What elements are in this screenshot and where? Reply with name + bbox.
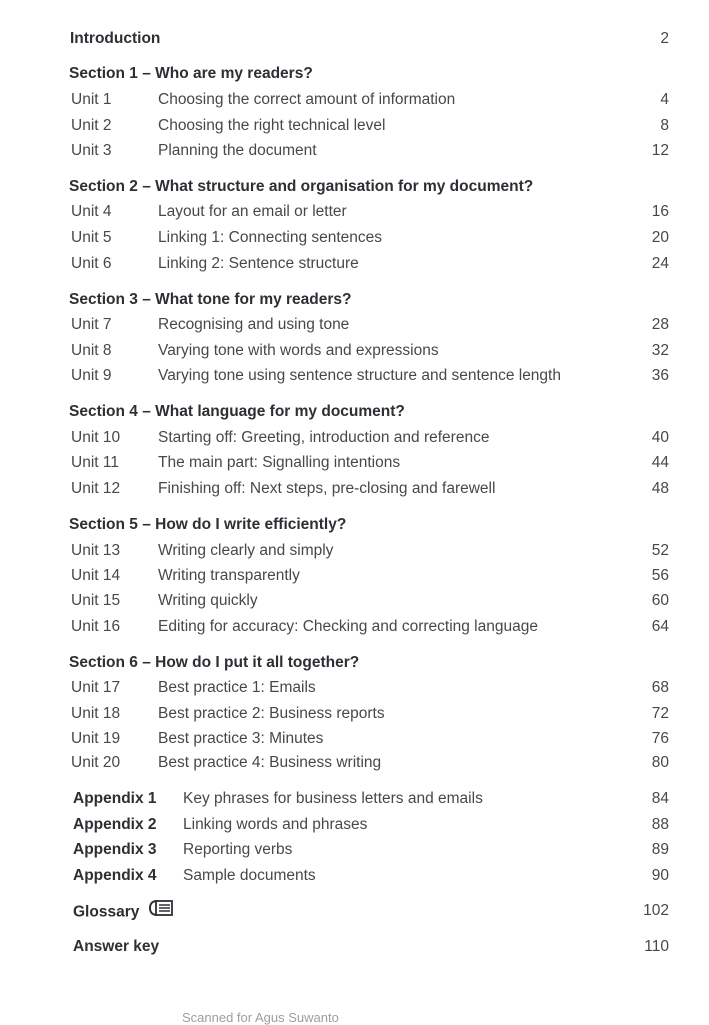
appendix-label: Appendix 1 [73, 790, 157, 807]
toc-entry-unit[interactable] [0, 478, 709, 500]
glossary-label-wrap [73, 900, 174, 925]
page-number: 12 [651, 142, 669, 159]
page-number: 84 [651, 790, 669, 807]
unit-label: Unit 12 [71, 480, 121, 497]
page-number: 32 [651, 342, 669, 359]
toc-entry-appendix[interactable] [0, 814, 709, 836]
appendix-label: Appendix 2 [73, 816, 157, 833]
page-number: 89 [651, 841, 669, 858]
toc-entry-glossary[interactable] [0, 900, 709, 922]
toc-entry-answer-key[interactable] [0, 936, 709, 958]
appendix-title: Reporting verbs [183, 841, 293, 858]
toc-entry-unit[interactable] [0, 565, 709, 587]
section-heading[interactable] [0, 514, 709, 536]
unit-title: Varying tone with words and expressions [158, 342, 439, 359]
unit-label: Unit 2 [71, 117, 112, 134]
section-heading[interactable] [0, 652, 709, 674]
appendix-title: Sample documents [183, 867, 316, 884]
page-number: 52 [651, 542, 669, 559]
toc-entry-unit[interactable] [0, 201, 709, 223]
page-number: 68 [651, 679, 669, 696]
unit-label: Unit 4 [71, 203, 112, 220]
unit-title: Best practice 3: Minutes [158, 730, 324, 747]
toc-entry-appendix[interactable] [0, 865, 709, 887]
toc-entry-unit[interactable] [0, 89, 709, 111]
unit-label: Unit 11 [71, 454, 119, 471]
unit-label: Unit 18 [71, 705, 121, 722]
toc-entry-unit[interactable] [0, 590, 709, 612]
section-heading[interactable] [0, 63, 709, 85]
unit-label: Unit 14 [71, 567, 121, 584]
appendix-title: Linking words and phrases [183, 816, 368, 833]
unit-title: Writing transparently [158, 567, 300, 584]
page-number: 40 [651, 429, 669, 446]
unit-title: Finishing off: Next steps, pre-closing and farewell [158, 480, 496, 497]
page-number: 80 [651, 754, 669, 771]
page-number: 60 [651, 592, 669, 609]
toc-entry-unit[interactable] [0, 427, 709, 449]
unit-label: Unit 7 [71, 316, 112, 333]
toc-entry-appendix[interactable] [0, 839, 709, 861]
unit-label: Unit 13 [71, 542, 121, 559]
answer-key-label: Answer key [73, 938, 160, 955]
unit-label: Unit 15 [71, 592, 121, 609]
page-number: 20 [651, 229, 669, 246]
page-number: 36 [651, 367, 669, 384]
unit-label: Unit 19 [71, 730, 121, 747]
page-number: 16 [651, 203, 669, 220]
page-number: 24 [651, 255, 669, 272]
unit-label: Unit 5 [71, 229, 112, 246]
page-number: 90 [651, 867, 669, 884]
appendix-label: Appendix 4 [73, 867, 157, 884]
unit-label: Unit 10 [71, 429, 121, 446]
toc-entry-unit[interactable] [0, 340, 709, 362]
toc-entry-unit[interactable] [0, 227, 709, 249]
unit-title: The main part: Signalling intentions [158, 454, 401, 471]
appendix-label: Appendix 3 [73, 841, 157, 858]
page-number: 102 [643, 902, 669, 919]
toc-entry-unit[interactable] [0, 703, 709, 725]
introduction-label: Introduction [70, 30, 161, 47]
section-title: Section 2 – What structure and organisation for my document? [69, 178, 534, 195]
toc-entry-appendix[interactable] [0, 788, 709, 810]
unit-title: Best practice 1: Emails [158, 679, 316, 696]
page-number: 56 [651, 567, 669, 584]
page-number: 72 [651, 705, 669, 722]
page-number: 88 [651, 816, 669, 833]
unit-label: Unit 20 [71, 754, 121, 771]
unit-label: Unit 8 [71, 342, 112, 359]
section-title: Section 5 – How do I write efficiently? [69, 516, 347, 533]
section-title: Section 1 – Who are my readers? [69, 65, 313, 82]
page-number: 2 [660, 30, 669, 47]
page-number: 8 [660, 117, 669, 134]
unit-label: Unit 16 [71, 618, 121, 635]
unit-title: Linking 1: Connecting sentences [158, 229, 383, 246]
scan-credit-footer: Scanned for Agus Suwanto [182, 1010, 339, 1025]
unit-title: Planning the document [158, 142, 317, 159]
toc-entry-unit[interactable] [0, 253, 709, 275]
appendix-title: Key phrases for business letters and emails [183, 790, 483, 807]
unit-title: Writing quickly [158, 592, 258, 609]
toc-entry-unit[interactable] [0, 728, 709, 750]
toc-entry-unit[interactable] [0, 677, 709, 699]
unit-title: Recognising and using tone [158, 316, 350, 333]
unit-title: Varying tone using sentence structure and sentence length [158, 367, 561, 384]
unit-label: Unit 3 [71, 142, 112, 159]
page-number: 44 [651, 454, 669, 471]
toc-entry-unit[interactable] [0, 115, 709, 137]
unit-title: Linking 2: Sentence structure [158, 255, 359, 272]
toc-entry-introduction[interactable] [0, 28, 709, 50]
toc-entry-unit[interactable] [0, 752, 709, 774]
section-title: Section 6 – How do I put it all together? [69, 654, 360, 671]
unit-title: Writing clearly and simply [158, 542, 334, 559]
page-number: 76 [651, 730, 669, 747]
unit-title: Best practice 2: Business reports [158, 705, 385, 722]
unit-label: Unit 6 [71, 255, 112, 272]
section-heading[interactable] [0, 176, 709, 198]
unit-label: Unit 9 [71, 367, 112, 384]
toc-entry-unit[interactable] [0, 540, 709, 562]
toc-entry-unit[interactable] [0, 140, 709, 162]
unit-title: Choosing the right technical level [158, 117, 386, 134]
unit-label: Unit 1 [71, 91, 112, 108]
section-title: Section 4 – What language for my document? [69, 403, 405, 420]
page-number: 64 [651, 618, 669, 635]
page-number: 110 [644, 938, 669, 955]
unit-title: Layout for an email or letter [158, 203, 347, 220]
unit-title: Starting off: Greeting, introduction and reference [158, 429, 490, 446]
glossary-label: Glossary [73, 903, 140, 921]
page-number: 48 [651, 480, 669, 497]
toc-entry-unit[interactable] [0, 616, 709, 638]
section-title: Section 3 – What tone for my readers? [69, 291, 352, 308]
page-number: 4 [660, 91, 669, 108]
unit-label: Unit 17 [71, 679, 121, 696]
toc-entry-unit[interactable] [0, 452, 709, 474]
section-heading[interactable] [0, 289, 709, 311]
toc-entry-unit[interactable] [0, 365, 709, 387]
section-heading[interactable] [0, 401, 709, 423]
toc-entry-unit[interactable] [0, 314, 709, 336]
glossary-book-icon [148, 899, 174, 924]
unit-title: Choosing the correct amount of information [158, 91, 456, 108]
page-number: 28 [651, 316, 669, 333]
unit-title: Best practice 4: Business writing [158, 754, 382, 771]
unit-title: Editing for accuracy: Checking and correcting language [158, 618, 538, 635]
